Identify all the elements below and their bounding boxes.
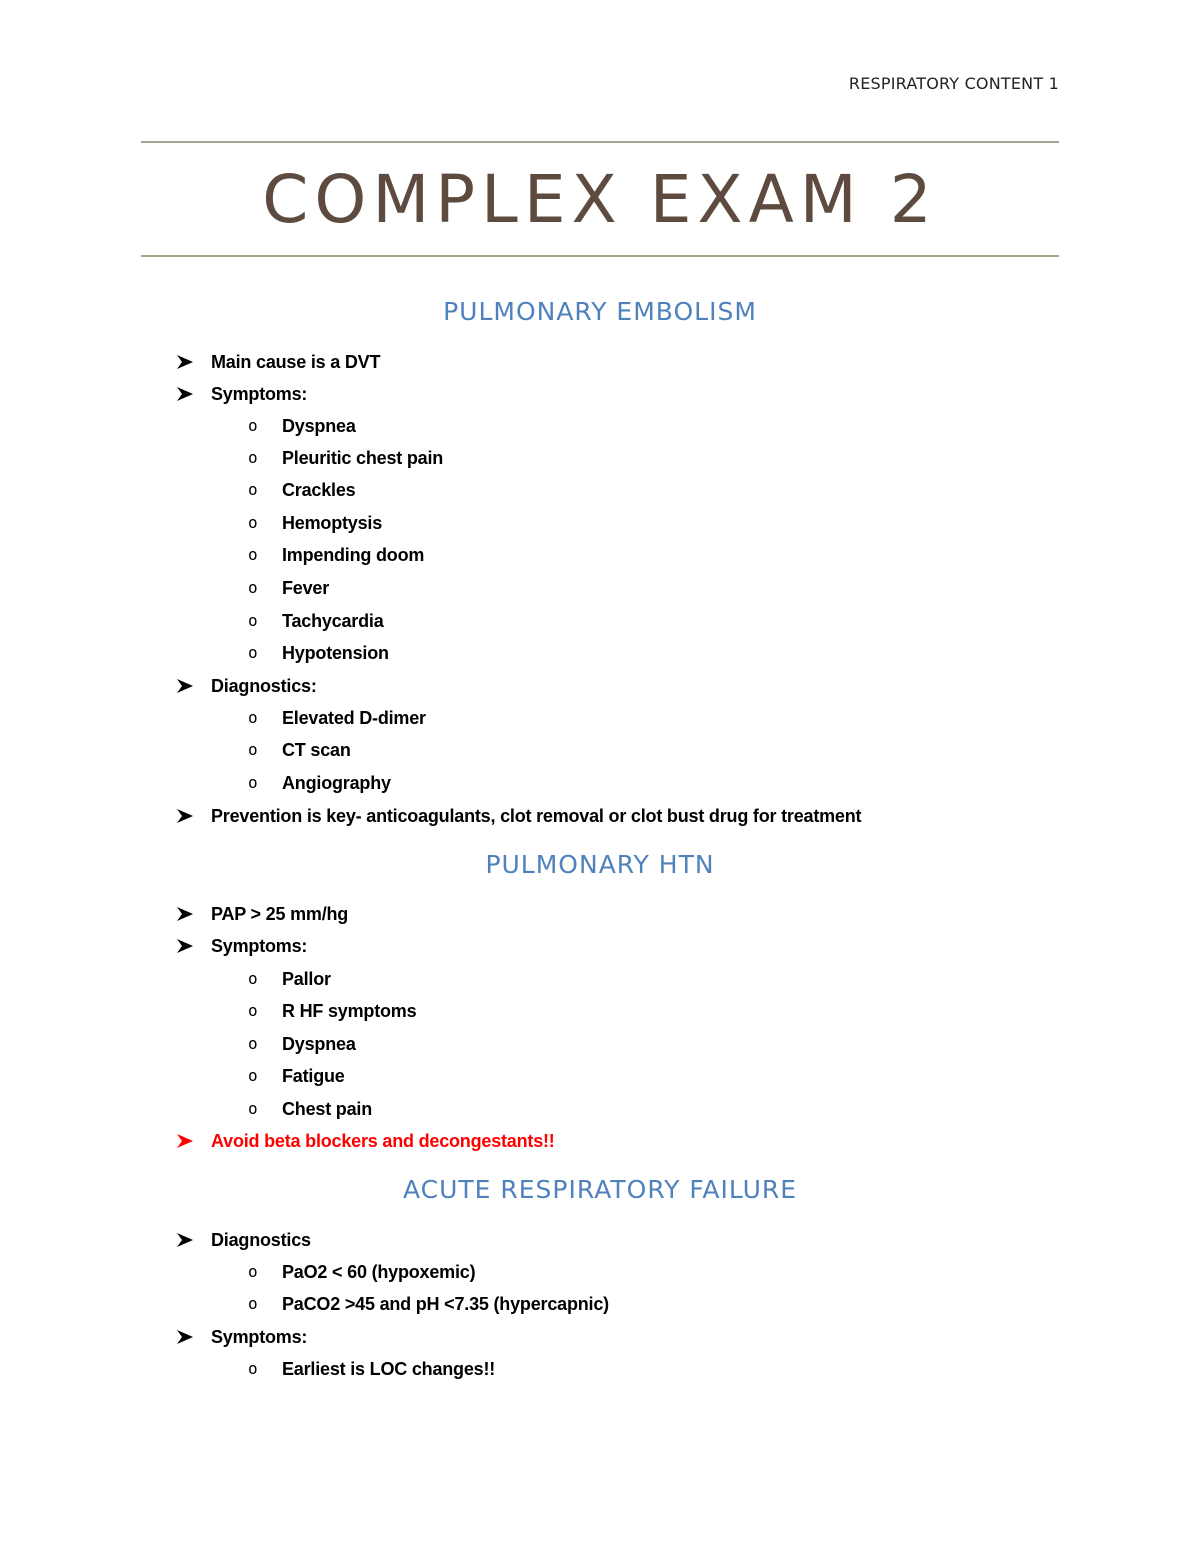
- arrowhead-bullet-icon: [176, 670, 194, 694]
- circle-bullet-icon: o: [248, 1099, 258, 1118]
- circle-bullet-icon: o: [248, 1066, 258, 1085]
- arrowhead-bullet-icon: [176, 1321, 194, 1345]
- circle-bullet-icon: o: [248, 611, 258, 630]
- arrowhead-bullet-icon: [176, 1224, 194, 1248]
- circle-bullet-icon: o: [248, 708, 258, 727]
- arrowhead-bullet-icon: [176, 800, 194, 824]
- section-heading-pulmonary-embolism: PULMONARY EMBOLISM: [443, 297, 757, 326]
- circle-bullet-icon: o: [248, 1001, 258, 1020]
- circle-bullet-icon: o: [248, 740, 258, 759]
- circle-bullet-icon: o: [248, 416, 258, 435]
- section-heading-acute-respiratory-failure: ACUTE RESPIRATORY FAILURE: [402, 1175, 798, 1204]
- title-rule-top: [141, 141, 1059, 143]
- circle-bullet-icon: o: [248, 480, 258, 499]
- arrowhead-bullet-icon: [176, 1125, 194, 1149]
- circle-bullet-icon: o: [248, 1359, 258, 1378]
- circle-bullet-icon: o: [248, 578, 258, 597]
- circle-bullet-icon: o: [248, 1034, 258, 1053]
- document-title: COMPLEX EXAM 2: [262, 161, 938, 238]
- running-head: RESPIRATORY CONTENT 1: [848, 74, 1059, 93]
- circle-bullet-icon: o: [248, 513, 258, 532]
- circle-bullet-icon: o: [248, 545, 258, 564]
- section-heading-pulmonary-htn: PULMONARY HTN: [485, 850, 715, 879]
- arrowhead-bullet-icon: [176, 930, 194, 954]
- circle-bullet-icon: o: [248, 1262, 258, 1281]
- arrowhead-bullet-icon: [176, 898, 194, 922]
- circle-bullet-icon: o: [248, 1294, 258, 1313]
- title-rule-bottom: [141, 255, 1059, 257]
- circle-bullet-icon: o: [248, 643, 258, 662]
- arrowhead-bullet-icon: [176, 346, 194, 370]
- circle-bullet-icon: o: [248, 773, 258, 792]
- arrowhead-bullet-icon: [176, 378, 194, 402]
- circle-bullet-icon: o: [248, 969, 258, 988]
- circle-bullet-icon: o: [248, 448, 258, 467]
